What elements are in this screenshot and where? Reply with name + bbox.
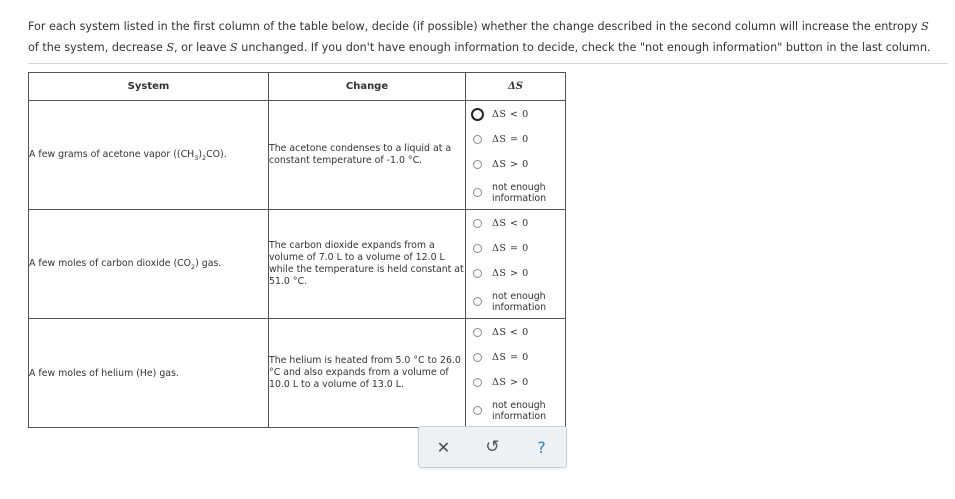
system-cell <box>29 101 269 210</box>
option-label <box>492 182 546 204</box>
radio-group <box>466 319 565 427</box>
change-cell: The carbon dioxide expands from a volume of 7.0 L to a volume of 12.0 L while the temperature is held constant at 51.0 °C. <box>269 210 466 319</box>
entropy-symbol: S <box>230 41 238 54</box>
option-label: ΔS < 0 <box>492 326 529 338</box>
option-delta-s-zero[interactable] <box>466 127 565 152</box>
delta-s-cell <box>466 101 566 210</box>
header-change: Change <box>269 73 466 101</box>
table-header-row <box>29 73 566 101</box>
radio-button[interactable] <box>473 297 482 306</box>
system-text: ) gas. <box>195 257 222 269</box>
change-cell: The helium is heated from 5.0 °C to 26.0 °C and also expands from a volume of 10.0 L to a volume of 13.0 L. <box>269 319 466 428</box>
radio-group <box>466 101 565 209</box>
option-not-enough-info[interactable] <box>466 395 565 427</box>
instructions-part: For each system listed in the first column of the table below, decide (if possible) whether the change described in the second column will increase the entropy <box>28 20 922 33</box>
help-icon: ? <box>537 437 546 457</box>
option-label-line: information <box>492 301 547 313</box>
system-text: A few moles of helium (He) gas. <box>29 367 179 379</box>
instructions-part: unchanged. If you don't have enough information to decide, check the "not enough information" button in the last column. <box>237 41 931 54</box>
option-label: ΔS > 0 <box>492 376 529 388</box>
clear-button[interactable] <box>424 432 464 462</box>
radio-button[interactable] <box>473 244 482 253</box>
radio-button[interactable] <box>471 108 484 121</box>
undo-button[interactable] <box>473 432 513 462</box>
instructions-part: of the system, decrease <box>28 41 167 54</box>
instructions-part: , or leave <box>173 41 231 54</box>
system-cell <box>29 319 269 428</box>
delta-s-cell <box>466 319 566 428</box>
header-delta-s: ΔS <box>466 73 566 101</box>
system-text: CO). <box>206 148 227 160</box>
help-button[interactable] <box>522 432 562 462</box>
table-row <box>29 101 566 210</box>
header-system: System <box>29 73 269 101</box>
table-row <box>29 210 566 319</box>
close-icon: ✕ <box>436 437 451 457</box>
radio-group <box>466 210 565 318</box>
option-label <box>492 400 546 422</box>
system-text: A few grams of acetone vapor ((CH <box>29 148 195 160</box>
entropy-symbol: S <box>166 41 174 54</box>
table-row <box>29 319 566 428</box>
option-label: ΔS > 0 <box>492 158 529 170</box>
option-label: ΔS < 0 <box>492 217 529 229</box>
option-delta-s-negative[interactable] <box>466 211 565 236</box>
system-text: ) <box>198 148 202 160</box>
change-cell: The acetone condenses to a liquid at a constant temperature of -1.0 °C. <box>269 101 466 210</box>
instructions-text <box>28 16 948 58</box>
radio-button[interactable] <box>473 188 482 197</box>
option-delta-s-zero[interactable] <box>466 236 565 261</box>
option-label: ΔS > 0 <box>492 267 529 279</box>
option-delta-s-positive[interactable] <box>466 370 565 395</box>
radio-button[interactable] <box>473 269 482 278</box>
radio-button[interactable] <box>473 135 482 144</box>
answer-toolbar <box>418 426 567 468</box>
subscript: 2 <box>191 262 196 271</box>
radio-button[interactable] <box>473 219 482 228</box>
option-not-enough-info[interactable] <box>466 177 565 209</box>
option-label: ΔS < 0 <box>492 108 529 120</box>
divider <box>28 63 948 64</box>
option-label-line: not enough <box>492 290 546 302</box>
undo-icon: ↺ <box>485 437 500 457</box>
option-delta-s-negative[interactable] <box>466 320 565 345</box>
option-label: ΔS = 0 <box>492 242 529 254</box>
system-cell <box>29 210 269 319</box>
option-label <box>492 291 546 313</box>
radio-button[interactable] <box>473 160 482 169</box>
option-delta-s-zero[interactable] <box>466 345 565 370</box>
option-label: ΔS = 0 <box>492 351 529 363</box>
entropy-table <box>28 72 566 428</box>
system-text: A few moles of carbon dioxide (CO <box>29 257 192 269</box>
option-label-line: not enough <box>492 181 546 193</box>
option-label-line: not enough <box>492 399 546 411</box>
option-not-enough-info[interactable] <box>466 286 565 318</box>
option-delta-s-positive[interactable] <box>466 261 565 286</box>
option-label-line: information <box>492 410 547 422</box>
radio-button[interactable] <box>473 328 482 337</box>
option-delta-s-negative[interactable] <box>466 102 565 127</box>
entropy-symbol: S <box>921 20 929 33</box>
option-label: ΔS = 0 <box>492 133 529 145</box>
delta-s-cell <box>466 210 566 319</box>
radio-button[interactable] <box>473 378 482 387</box>
option-label-line: information <box>492 192 547 204</box>
subscript: 2 <box>201 153 207 162</box>
option-delta-s-positive[interactable] <box>466 152 565 177</box>
subscript: 3 <box>194 153 199 162</box>
radio-button[interactable] <box>473 353 482 362</box>
radio-button[interactable] <box>473 406 482 415</box>
